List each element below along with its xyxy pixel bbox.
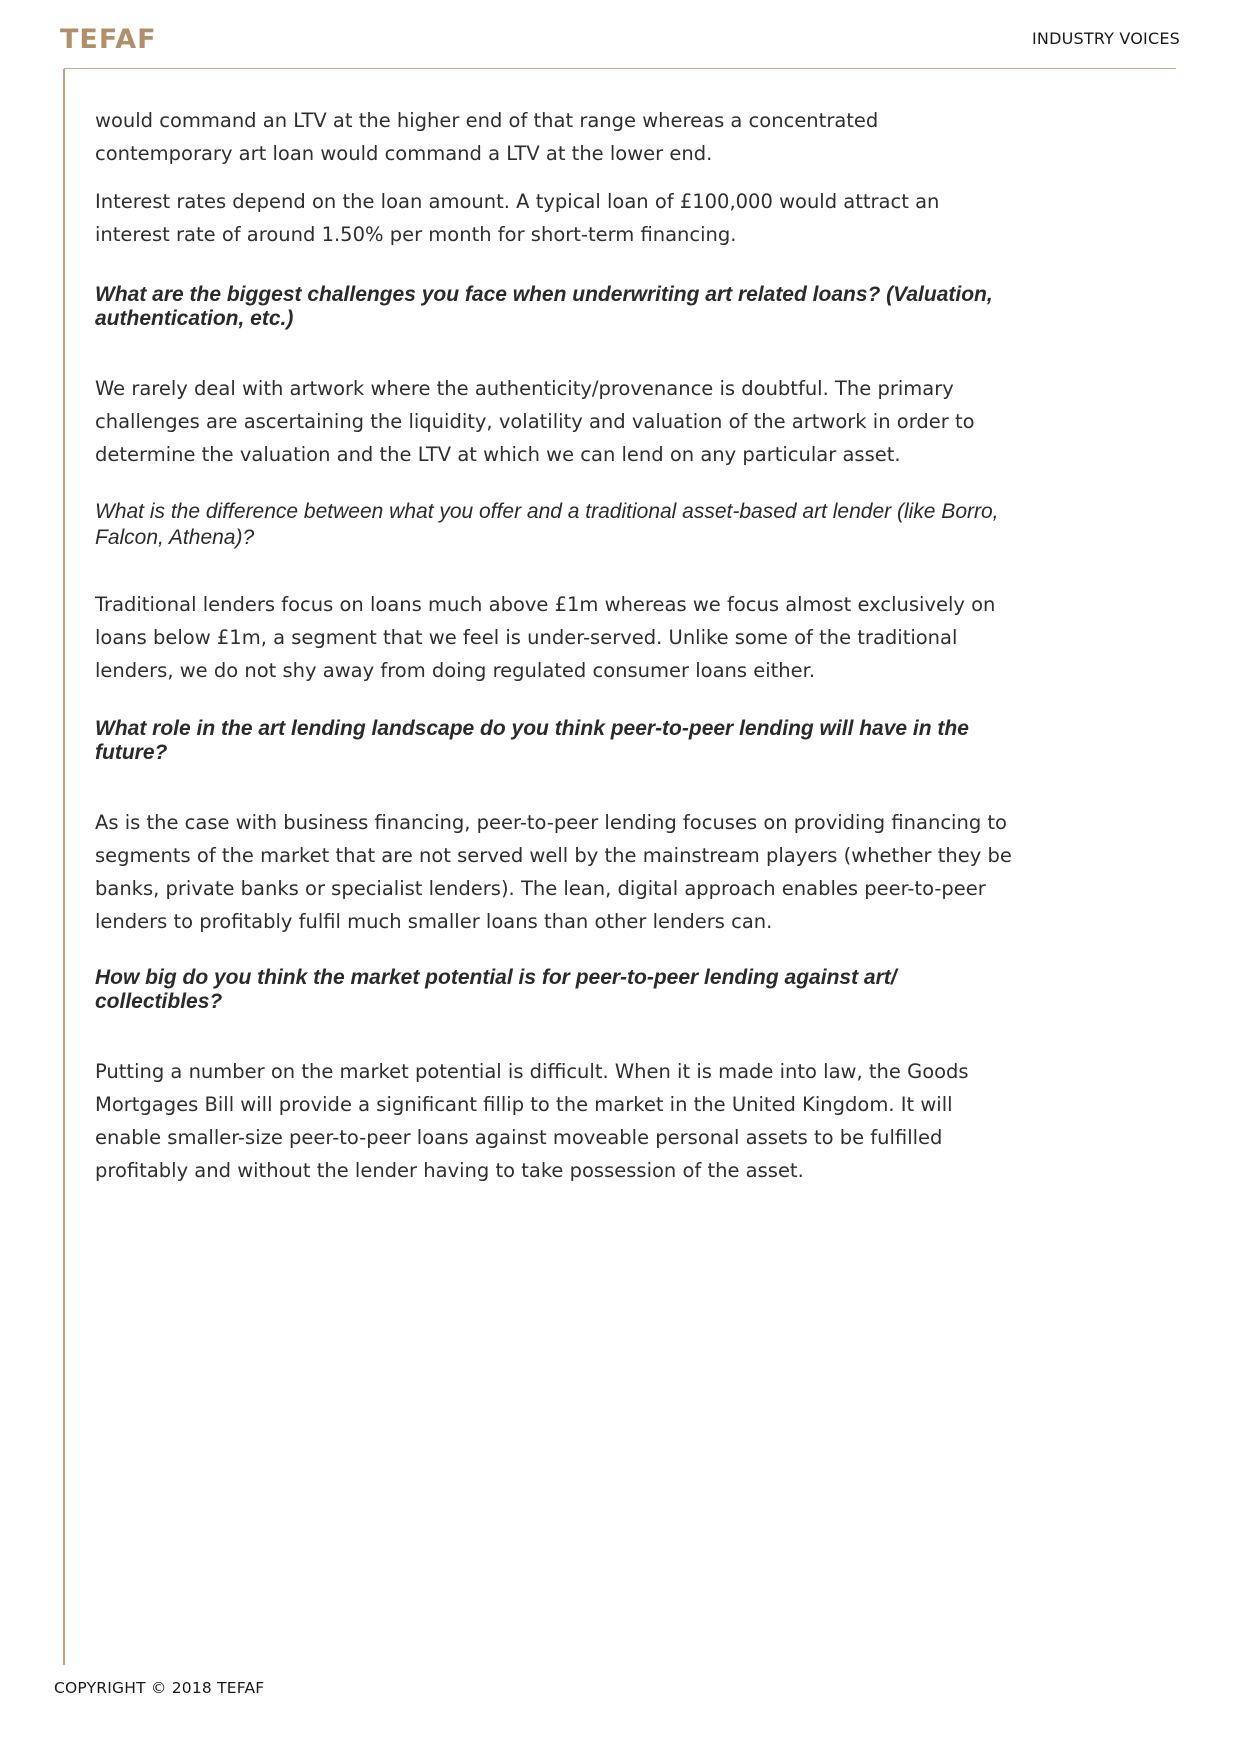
header-divider <box>64 68 1176 69</box>
section-label: INDUSTRY VOICES <box>1031 29 1180 48</box>
answer-market-potential: Putting a number on the market potential is difficult. When it is made into law, the Goods Mortgages Bill will provide a significant fillip to the market in the United Kingdom. It will enable smaller-size peer-to-peer loans against moveable personal assets to be fulfilled profitably and without the lender having to take possession of the asset. <box>95 1060 969 1182</box>
copyright-notice: COPYRIGHT © 2018 TEFAF <box>54 1679 265 1697</box>
question-difference: What is the difference between what you offer and a traditional asset-based art lender (like Borro, Falcon, Athena)? <box>95 500 999 549</box>
answer-p2p-role: As is the case with business financing, peer-to-peer lending focuses on providing financing to segments of the market that are not served well by the mainstream players (whether they be banks, private banks or specialist lenders). The lean, digital approach enables peer-to-peer lenders to profitably fulfil much smaller loans than other lenders can. <box>95 811 1012 933</box>
paragraph-interest-rates: Interest rates depend on the loan amount. A typical loan of £100,000 would attract an interest rate of around 1.50% per month for short-term financing. <box>95 190 940 246</box>
question-market-potential: How big do you think the market potential is for peer-to-peer lending against art/ collectibles? <box>95 966 897 1013</box>
tefaf-logo: TEFAF <box>60 24 157 55</box>
question-challenges: What are the biggest challenges you face when underwriting art related loans? (Valuation, authentication, etc.) <box>95 283 993 330</box>
question-p2p-role: What role in the art lending landscape do you think peer-to-peer lending will have in the future? <box>95 717 969 764</box>
answer-challenges: We rarely deal with artwork where the authenticity/provenance is doubtful. The primary challenges are ascertaining the liquidity, volatility and valuation of the artwork in order to determine the valuation and the LTV at which we can lend on any particular asset. <box>95 377 975 466</box>
article-body <box>95 104 1020 1202</box>
side-rule <box>63 69 65 1665</box>
answer-difference: Traditional lenders focus on loans much above £1m whereas we focus almost exclusively on loans below £1m, a segment that we feel is under-served. Unlike some of the traditional lenders, we do not shy away from doing regulated consumer loans either. <box>95 593 996 682</box>
paragraph-ltv: would command an LTV at the higher end of that range whereas a concentrated contemporary art loan would command a LTV at the lower end. <box>95 109 879 165</box>
